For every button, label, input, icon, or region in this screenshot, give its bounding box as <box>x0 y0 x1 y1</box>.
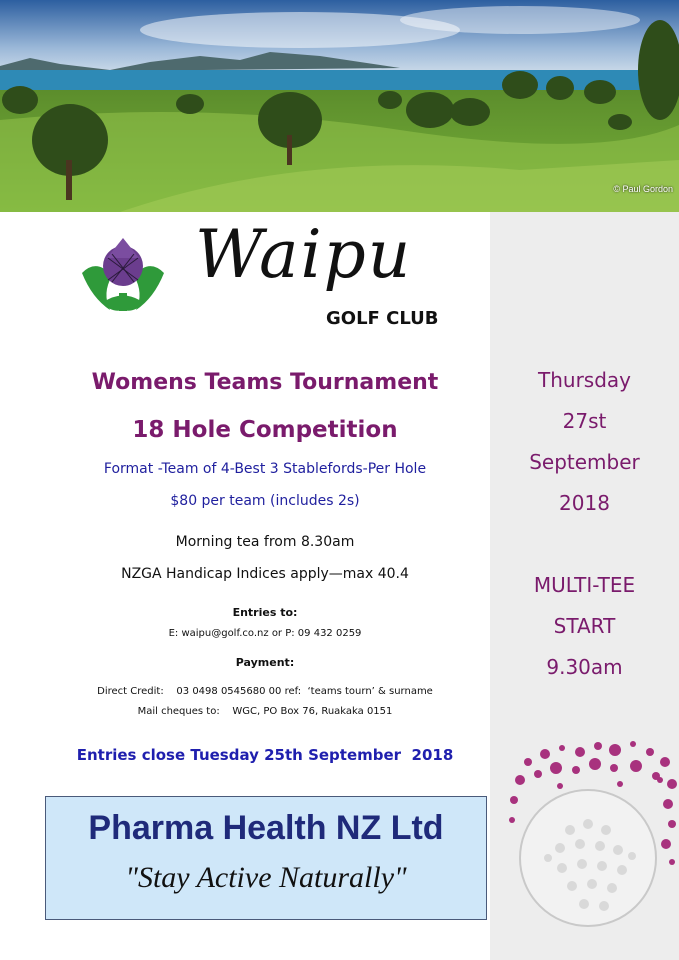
hero-photo <box>0 0 679 212</box>
logo-wordmark: Waipu <box>195 216 413 293</box>
handicap-note: NZGA Handicap Indices apply—max 40.4 <box>121 566 409 582</box>
event-title: Womens Teams Tournament <box>91 370 439 395</box>
payment-mail-cheques: Mail cheques to: WGC, PO Box 76, Ruakaka 0151 <box>137 706 393 717</box>
entries-heading: Entries to: <box>232 606 298 619</box>
sidebar-day: Thursday <box>538 368 631 392</box>
sidebar-start-2: START <box>553 614 616 638</box>
entries-contact: E: waipu@golf.co.nz or P: 09 432 0259 <box>168 628 362 639</box>
morning-tea: Morning tea from 8.30am <box>175 534 355 550</box>
event-price: $80 per team (includes 2s) <box>170 493 360 509</box>
photo-credit: © Paul Gordon <box>613 184 673 194</box>
payment-direct-credit: Direct Credit: 03 0498 0545680 00 ref: ‘teams tourn’ & surname <box>97 686 433 697</box>
golf-ball-icon <box>500 740 679 930</box>
sidebar-time: 9.30am <box>546 655 623 679</box>
payment-heading: Payment: <box>235 656 295 669</box>
sponsor-banner <box>45 796 487 920</box>
event-subtitle: 18 Hole Competition <box>132 417 398 443</box>
sponsor-name: Pharma Health NZ Ltd <box>88 809 444 847</box>
logo-club-name: GOLF CLUB <box>326 308 439 329</box>
sidebar-month: September <box>529 450 640 474</box>
golf-course-landscape <box>0 0 679 212</box>
sponsor-tagline: "Stay Active Naturally" <box>125 861 407 894</box>
entries-close-notice: Entries close Tuesday 25th September 2018 <box>76 746 454 764</box>
sidebar-start-1: MULTI-TEE <box>533 573 636 597</box>
sidebar-year: 2018 <box>559 491 610 515</box>
event-format: Format -Team of 4-Best 3 Stablefords-Per Hole <box>103 461 427 477</box>
sidebar-date: 27st <box>562 409 607 433</box>
